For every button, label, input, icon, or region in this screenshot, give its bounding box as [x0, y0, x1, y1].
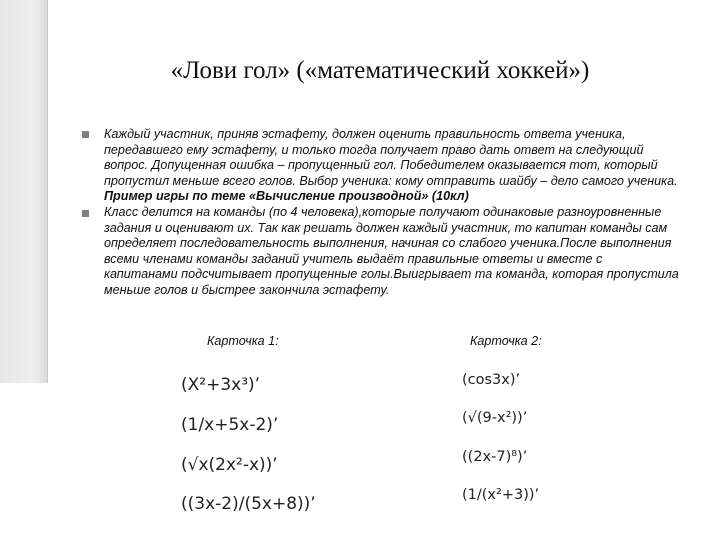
body-text — [104, 127, 679, 299]
card1-formula-4: ((3x-2)/(5x+8))’ — [181, 494, 316, 514]
card1-formula-1: (X²+3x³)’ — [181, 375, 261, 395]
card1-formula-3: (√x(2x²-x))’ — [181, 455, 278, 475]
cards-labels — [104, 334, 679, 350]
left-decorative-bar — [0, 0, 48, 383]
card2-formula-3: ((2x-7)⁸)’ — [462, 449, 528, 465]
card2-formula-1: (cos3x)’ — [462, 372, 521, 388]
card2-formula-2: (√(9-x²))’ — [462, 410, 528, 426]
card1-formula-2: (1/x+5x-2)’ — [181, 415, 279, 435]
card2-formula-4: (1/(x²+3))’ — [462, 487, 540, 503]
card2-label: Карточка 2: — [470, 334, 542, 348]
example-body: Класс делится на команды (по 4 человека),которые получают одинаковые разноуровненные задания и оценивают их. Так как решать должен каждый участник, то капитан команды сам определяет последовательность выполнения, начиная со слабого ученика.После выполнения всеми членами команды заданий учитель выдаёт правильные ответы и вместе с капитанами подсчитывает пропущенные голы.Выигрывает та команда, которая пропустила меньше голов и быстрее закончила эстафету. — [104, 204, 679, 297]
bullet-icon — [82, 210, 89, 217]
card1-label: Карточка 1: — [207, 334, 279, 348]
paragraph-example — [104, 189, 679, 298]
slide-title: «Лови гол» («математический хоккей») — [170, 57, 590, 84]
paragraph-rules: Каждый участник, приняв эстафету, должен оценить правильность ответа ученика, передавшего ему эстафету, и только тогда получает право дать ответ на следующий вопрос. Допущенная ошибка – пропущенный гол. Победителем оказывается тот, который пропустил меньше всего голов. Выбор ученика: кому отправить шайбу – дело самого ученика. — [104, 127, 678, 188]
example-heading: Пример игры по теме «Вычисление производной» (10кл) — [104, 189, 469, 204]
bullet-icon — [82, 131, 89, 138]
